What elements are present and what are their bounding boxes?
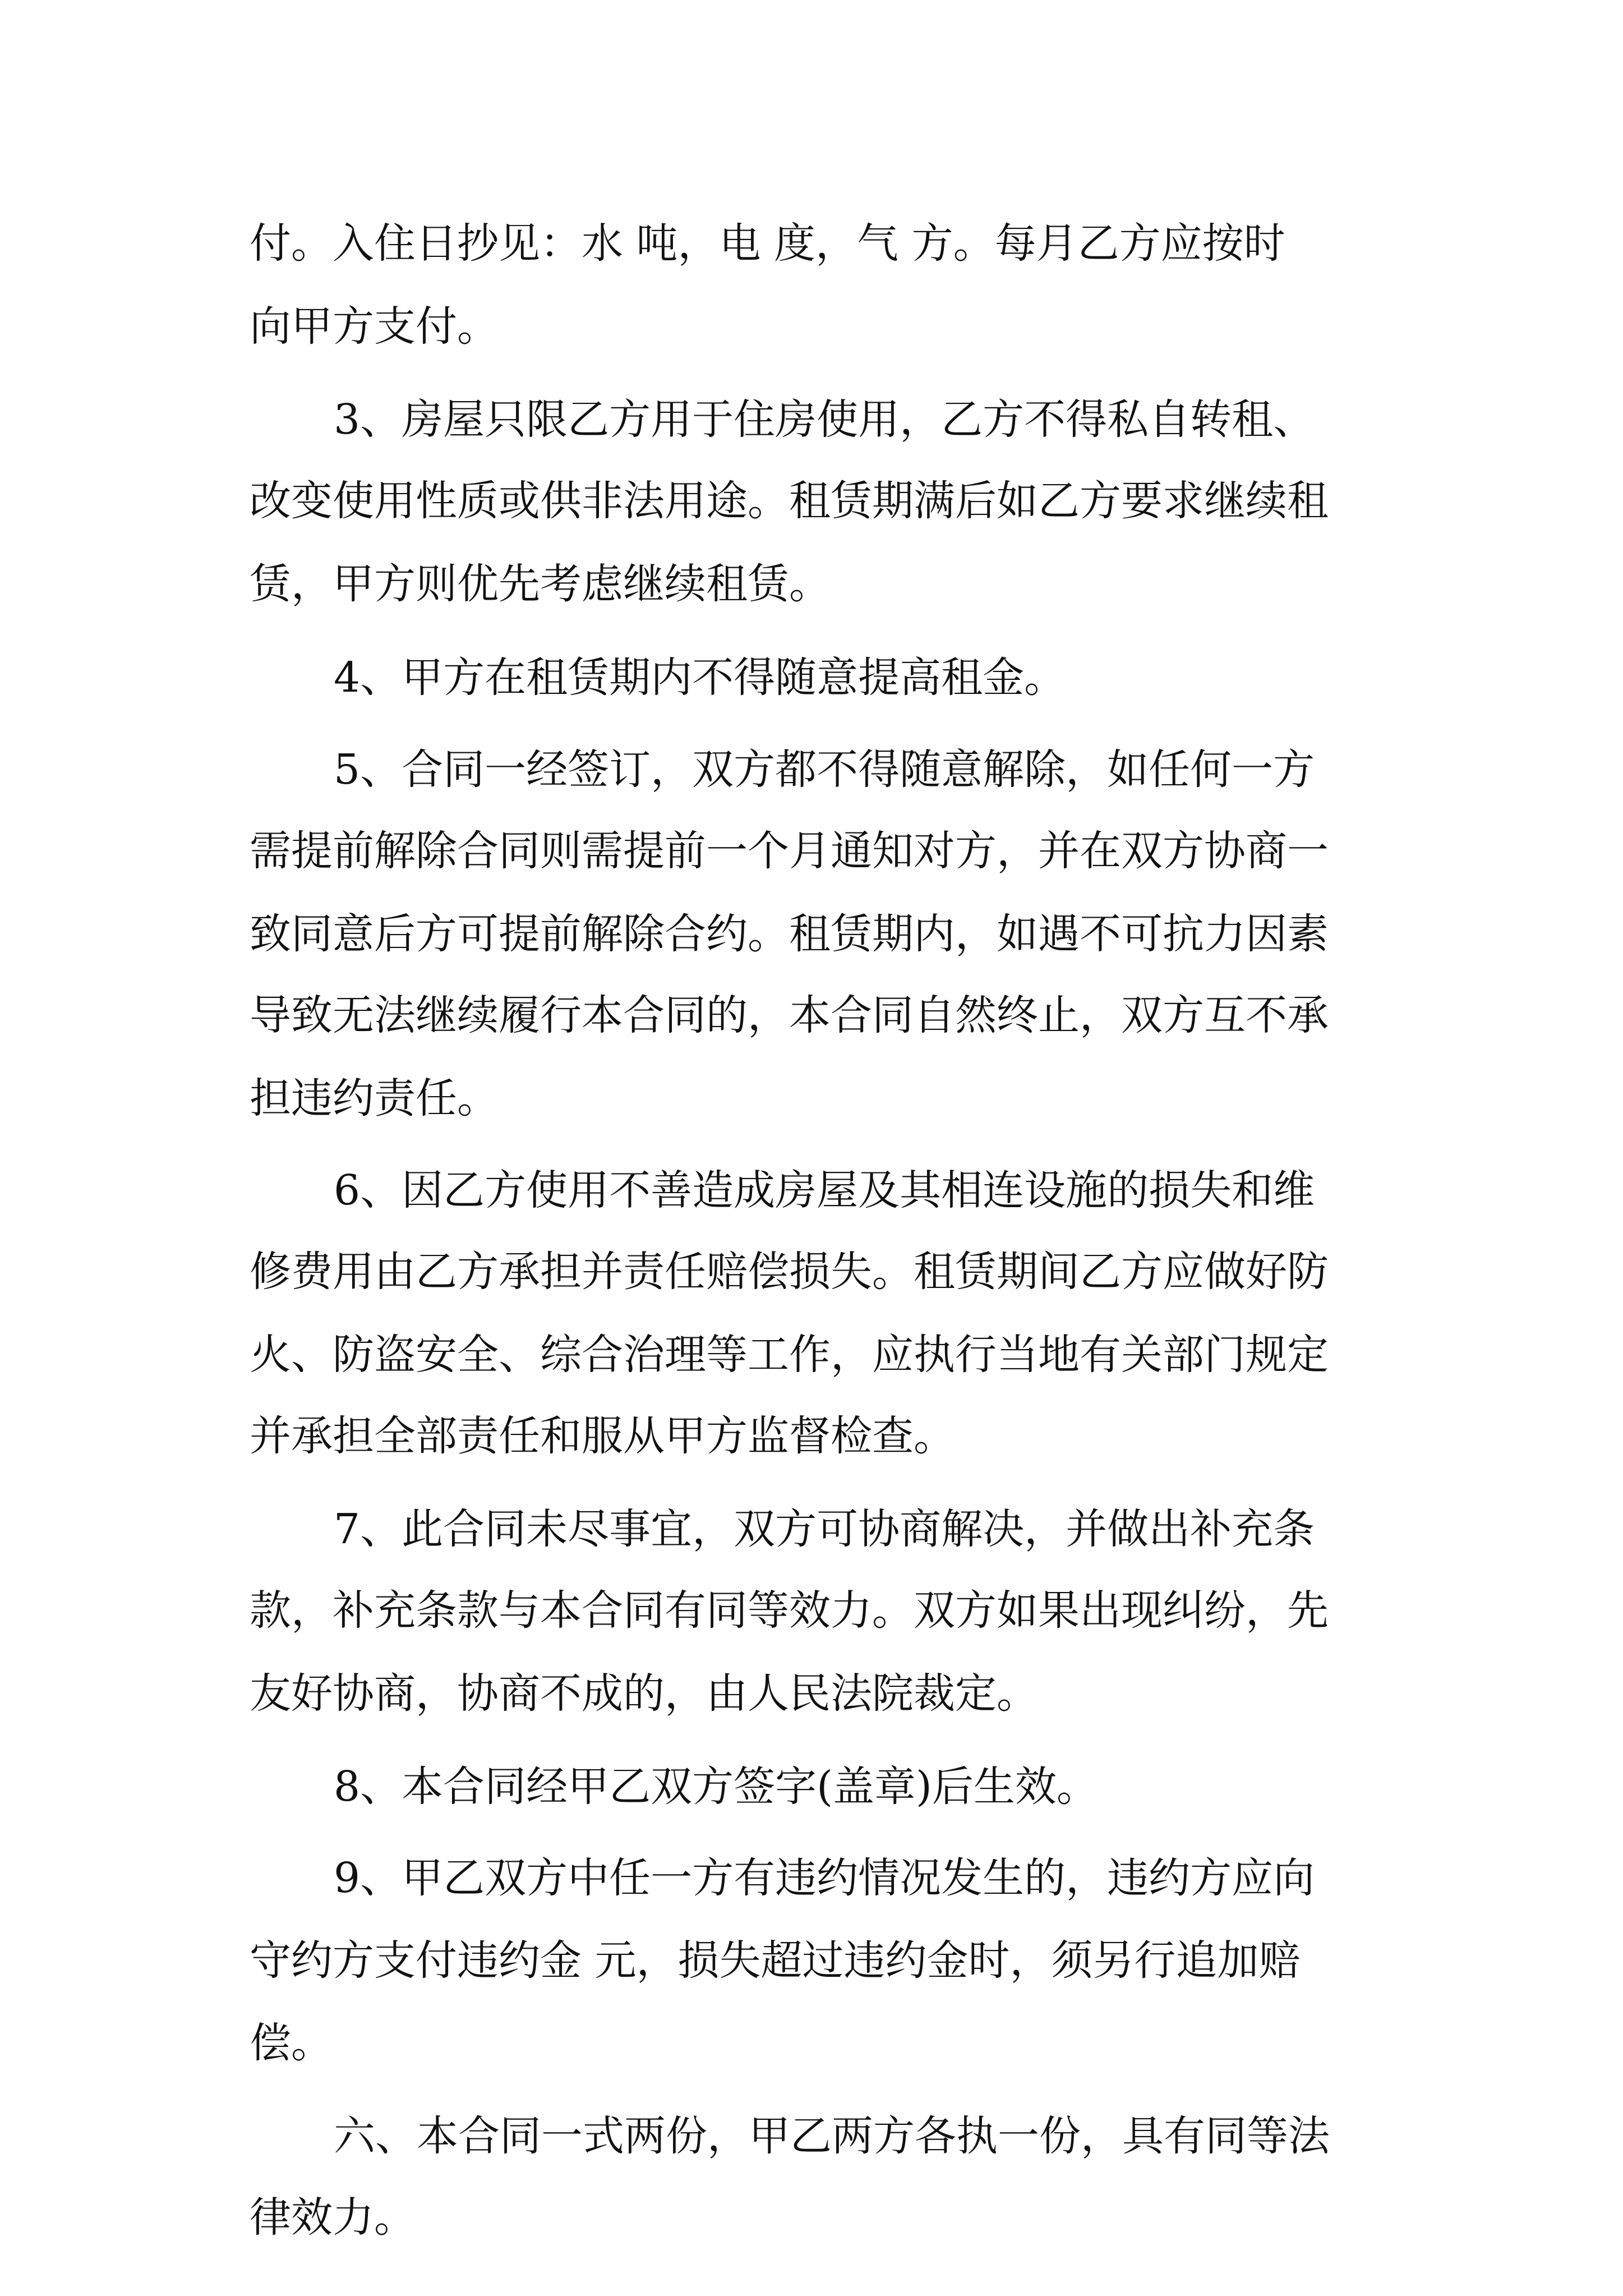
text-line: 导致无法继续履行本合同的，本合同自然终止，双方互不承: [250, 991, 1329, 1039]
text-line: 律效力。: [250, 2193, 416, 2242]
text-line: 4、甲方在租赁期内不得随意提高租金。: [334, 654, 1066, 702]
text-line: 款，补充条款与本合同有同等效力。双方如果出现纠纷，先: [250, 1586, 1329, 1635]
text-line: 3、房屋只限乙方用于住房使用，乙方不得私自转租、: [334, 395, 1315, 444]
text-line: 5、合同一经签订，双方都不得随意解除，如任何一方: [334, 746, 1315, 794]
text-line: 火、防盗安全、综合治理等工作，应执行当地有关部门规定: [250, 1331, 1329, 1379]
text-line: 修费用由乙方承担并责任赔偿损失。租赁期间乙方应做好防: [250, 1248, 1329, 1296]
text-line: 9、甲乙双方中任一方有违约情况发生的，违约方应向: [334, 1854, 1315, 1902]
text-line: 8、本合同经甲乙双方签字(盖章)后生效。: [334, 1763, 1098, 1811]
text-line: 并承担全部责任和服从甲方监督检查。: [250, 1412, 955, 1460]
text-line: 守约方支付违约金 元，损失超过违约金时，须另行追加赔: [250, 1936, 1301, 1985]
text-line: 致同意后方可提前解除合约。租赁期内，如遇不可抗力因素: [250, 910, 1329, 958]
text-line: 7、此合同未尽事宜，双方可协商解决，并做出补充条: [334, 1505, 1315, 1553]
text-line: 偿。: [250, 2019, 333, 2067]
text-line: 需提前解除合同则需提前一个月通知对方，并在双方协商一: [250, 827, 1329, 875]
text-line: 向甲方支付。: [250, 302, 499, 351]
text-line: 6、因乙方使用不善造成房屋及其相连设施的损失和维: [334, 1166, 1315, 1214]
text-line: 友好协商，协商不成的，由人民法院裁定。: [250, 1669, 1038, 1718]
text-line: 改变使用性质或供非法用途。租赁期满后如乙方要求继续租: [250, 477, 1329, 525]
text-line: 赁，甲方则优先考虑继续租赁。: [250, 560, 831, 608]
text-line: 六、本合同一式两份，甲乙两方各执一份，具有同等法: [334, 2112, 1330, 2160]
text-line: 担违约责任。: [250, 1074, 499, 1122]
text-line: 付。入住日抄见：水 吨，电 度，气 方。每月乙方应按时: [250, 219, 1285, 268]
